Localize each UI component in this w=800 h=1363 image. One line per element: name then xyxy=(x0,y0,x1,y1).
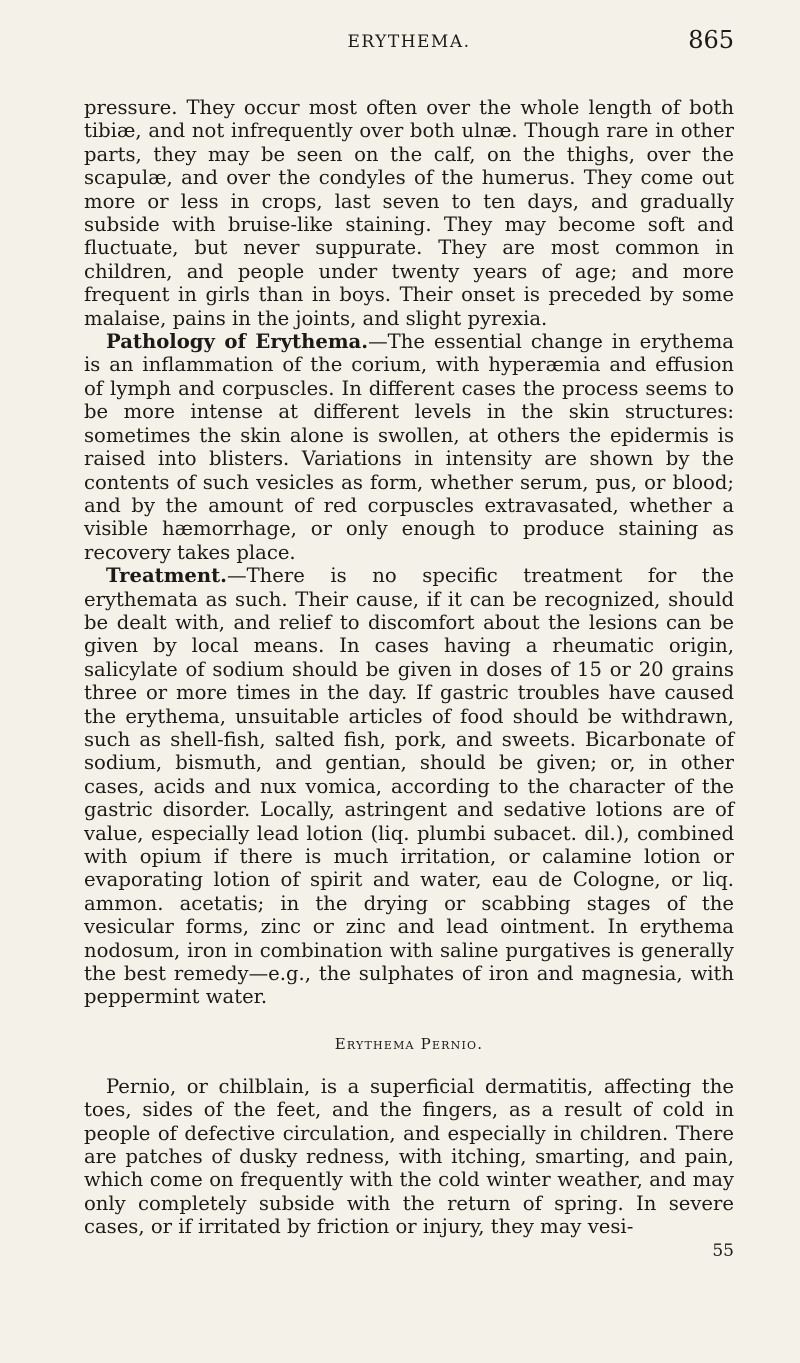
paragraph-pathology-text: —The essential change in erythema is an inflammation of the corium, with hyperæmia and effusion of lymph and corpuscles. In different cases the process seems to be more intense at different levels in the skin structures: sometimes the skin alone is swollen, at others the epidermis is raised into blisters. Variations in intensity are shown by the contents of such vesicles as form, whether serum, pus, or blood; and by the amount of red corpuscles extravasated, whether a visible hæmorrhage, or only enough to produce staining as recovery takes place. xyxy=(84,330,734,564)
run-in-heading-pathology: Pathology of Erythema. xyxy=(106,330,369,354)
paragraph-pernio: Pernio, or chilblain, is a superficial dermatitis, affecting the toes, sides of the feet, and the fingers, as a result of cold in people of defective circulation, and especially in children. There are patches of dusky redness, with itching, smarting, and pain, which come on frequently with the cold winter weather, and may only completely subside with the return of spring. In severe cases, or if irritated by friction or injury, they may vesi- xyxy=(84,1074,734,1239)
paragraph-pathology xyxy=(84,330,734,564)
run-in-heading-treatment: Treatment. xyxy=(106,564,228,588)
book-page xyxy=(84,26,734,1261)
paragraph-treatment xyxy=(84,564,734,1009)
page-number: 865 xyxy=(688,26,734,54)
running-head xyxy=(84,26,734,66)
signature-mark: 55 xyxy=(712,1240,734,1261)
paragraph-nodosum-description: pressure. They occur most often over the whole length of both tibiæ, and not infrequently over both ulnæ. Though rare in other parts, they may be seen on the calf, on the thighs, over the scapulæ, and over the condyles of the humerus. They come out more or less in crops, last seven to ten days, and gradually subside with bruise-like staining. They may become soft and fluctuate, but never suppurate. They are most common in children, and people under twenty years of age; and more frequent in girls than in boys. Their onset is preceded by some malaise, pains in the joints, and slight pyrexia. xyxy=(84,96,734,330)
body-text xyxy=(84,96,734,1261)
running-title: ERYTHEMA. xyxy=(347,32,471,52)
section-heading-erythema-pernio: Erythema Pernio. xyxy=(334,1034,484,1053)
paragraph-treatment-text: —There is no specific treatment for the erythemata as such. Their cause, if it can be recognized, should be dealt with, and relief to discomfort about the lesions can be given by local means. In cases having a rheumatic origin, salicylate of sodium should be given in doses of 15 or 20 grains three or more times in the day. If gastric troubles have caused the erythema, unsuitable articles of food should be withdrawn, such as shell-fish, salted fish, pork, and sweets. Bicarbonate of sodium, bismuth, and gentian, should be given; or, in other cases, acids and nux vomica, according to the character of the gastric disorder. Locally, astringent and sedative lotions are of value, especially lead lotion (liq. plumbi subacet. dil.), combined with opium if there is much irritation, or calamine lotion or evaporating lotion of spirit and water, eau de Cologne, or liq. ammon. acetatis; in the drying or scabbing stages of the vesicular forms, zinc or zinc and lead ointment. In erythema nodosum, iron in combination with saline purgatives is generally the best remedy—e.g., the sulphates of iron and magnesia, with peppermint water. xyxy=(84,564,734,1009)
